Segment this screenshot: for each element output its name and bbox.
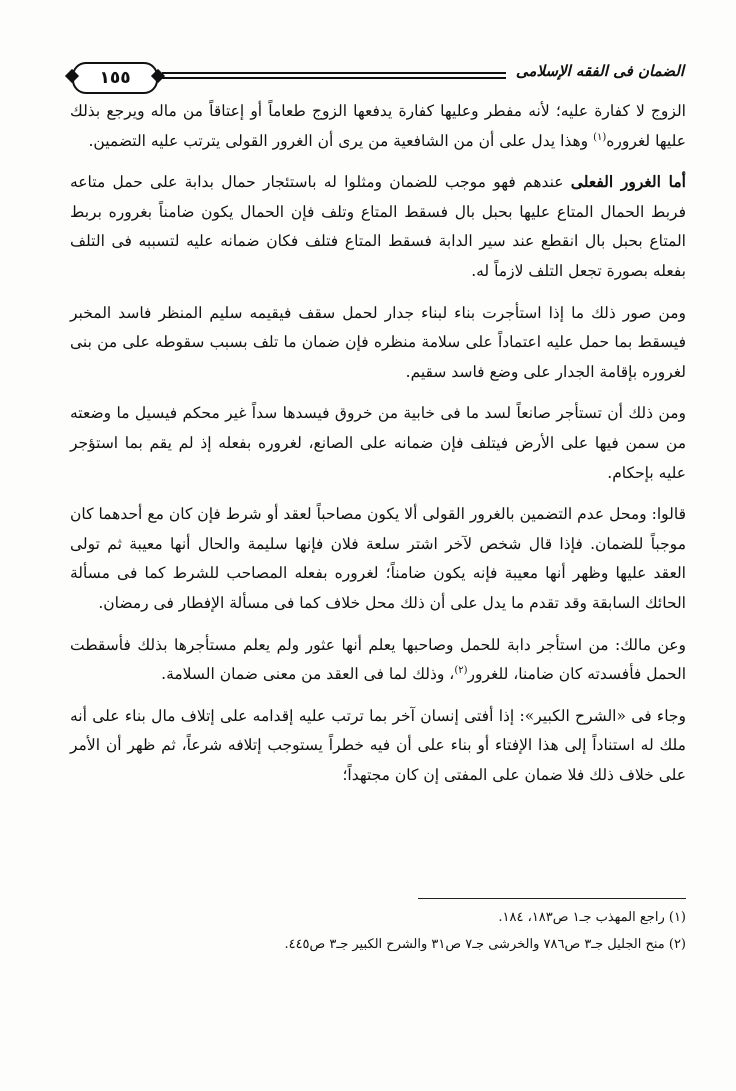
paragraph-text: ومن ذلك أن تستأجر صانعاً لسد ما فى خابية من خروق فيسدها سداً غير محكم فيسيل ما وضعته من سمن فيها على الأرض فيتلف فإن ضمانه على الصانع، لغروره بفعله إذ لم يقم بما استؤجر عليه بإحكام. [70, 404, 686, 482]
footnotes [70, 904, 686, 958]
running-title: الضمان فى الفقه الإسلامى [515, 62, 684, 80]
paragraph-4 [70, 398, 686, 488]
paragraph-text: عندهم فهو موجب للضمان ومثلوا له باستئجار حمال بدابة على حمل متاعه فربط الحمال المتاع عليها بحبل بال فسقط المتاع وتلف فإن الحمال يكون ضامناً بغروره بربط المتاع بحبل بال انقطع عند سير الدابة فسقط المتاع فتلف فكان ضمانه عليه لتسببه فى التلف بفعله بصورة تجعل التلف لازماً له. [70, 173, 686, 280]
paragraph-6 [70, 630, 686, 690]
header-rule-top [162, 72, 506, 74]
paragraph-text: وجاء فى «الشرح الكبير»: إذا أفتى إنسان آخر بما ترتب عليه إقدامه على إتلاف مال بناء على أنه ملك له استناداً إلى هذا الإفتاء أو بناء على أن فيه خطراً يستوجب إتلافه شرعاً، ثم ظهر أن الأمر على خلاف ذلك فلا ضمان على المفتى إن كان مجتهداً؛ [70, 706, 686, 784]
header-rule-bottom [162, 77, 506, 79]
paragraph-text-cont: ، وذلك لما فى العقد من معنى ضمان السلامة. [161, 665, 455, 684]
footnote-1: (١) راجع المهذب جـ١ ص١٨٣، ١٨٤. [498, 910, 686, 925]
footnote-separator [418, 898, 686, 899]
footnote-ref-2: (٢) [454, 664, 468, 676]
body-text [70, 96, 686, 790]
footnote-2: (٢) منح الجليل جـ٣ ص٧٨٦ والخرشى جـ٧ ص٣١ والشرح الكبير جـ٣ ص٤٤٥. [284, 937, 686, 952]
paragraph-text-cont: وهذا يدل على أن من الشافعية من يرى أن الغرور القولى يترتب عليه التضمين. [88, 131, 594, 150]
page-number-badge [72, 62, 158, 94]
paragraph-text: ومن صور ذلك ما إذا استأجرت بناء لبناء جدار لحمل سقف فيقيمه سليم المنظر فاسد المخبر فيسقط بما حمل عليه اعتماداً على سلامة منظره فإن ضمان ما تلف بسبب سقوطه على من بنى لغروره بإقامة الجدار على وضع فاسد سقيم. [70, 303, 686, 381]
paragraph-1 [70, 96, 686, 156]
paragraph-text: الزوج لا كفارة عليه؛ لأنه مفطر وعليها كفارة يدفعها الزوج طعاماً أو إعتاقاً من ماله ويرجع بذلك عليها لغروره [70, 102, 686, 150]
paragraph-text: قالوا: ومحل عدم التضمين بالغرور القولى ألا يكون مصاحباً لعقد أو شرط فإن كان مع أحدهما كان موجباً للضمان. فإذا قال شخص لآخر اشتر سلعة فلان فإنها سليمة والحال أنها معيبة ثم تولى العقد عليها وظهر أنها معيبة فإنه يكون ضامناً؛ لغروره بفعله المصاحب للشرط كما فى مسألة الحائك السابقة وقد تقدم ما يدل على أن ذلك محل خلاف كما فى مسألة الإفطار فى رمضان. [70, 505, 686, 612]
paragraph-text: وعن مالك: من استأجر دابة للحمل وصاحبها يعلم أنها عثور ولم يعلم مستأجرها بذلك فأسقطت الحمل فأفسدته كان ضامنا، للغرور [70, 635, 686, 684]
paragraph-7 [70, 701, 686, 791]
running-header [72, 60, 684, 92]
paragraph-lead: أما الغرور الفعلى [570, 172, 686, 192]
paragraph-2 [70, 167, 686, 286]
footnote-ref-1: (١) [593, 131, 607, 143]
page-number: ١٥٥ [99, 68, 131, 88]
paragraph-5 [70, 499, 686, 618]
paragraph-3 [70, 298, 686, 388]
